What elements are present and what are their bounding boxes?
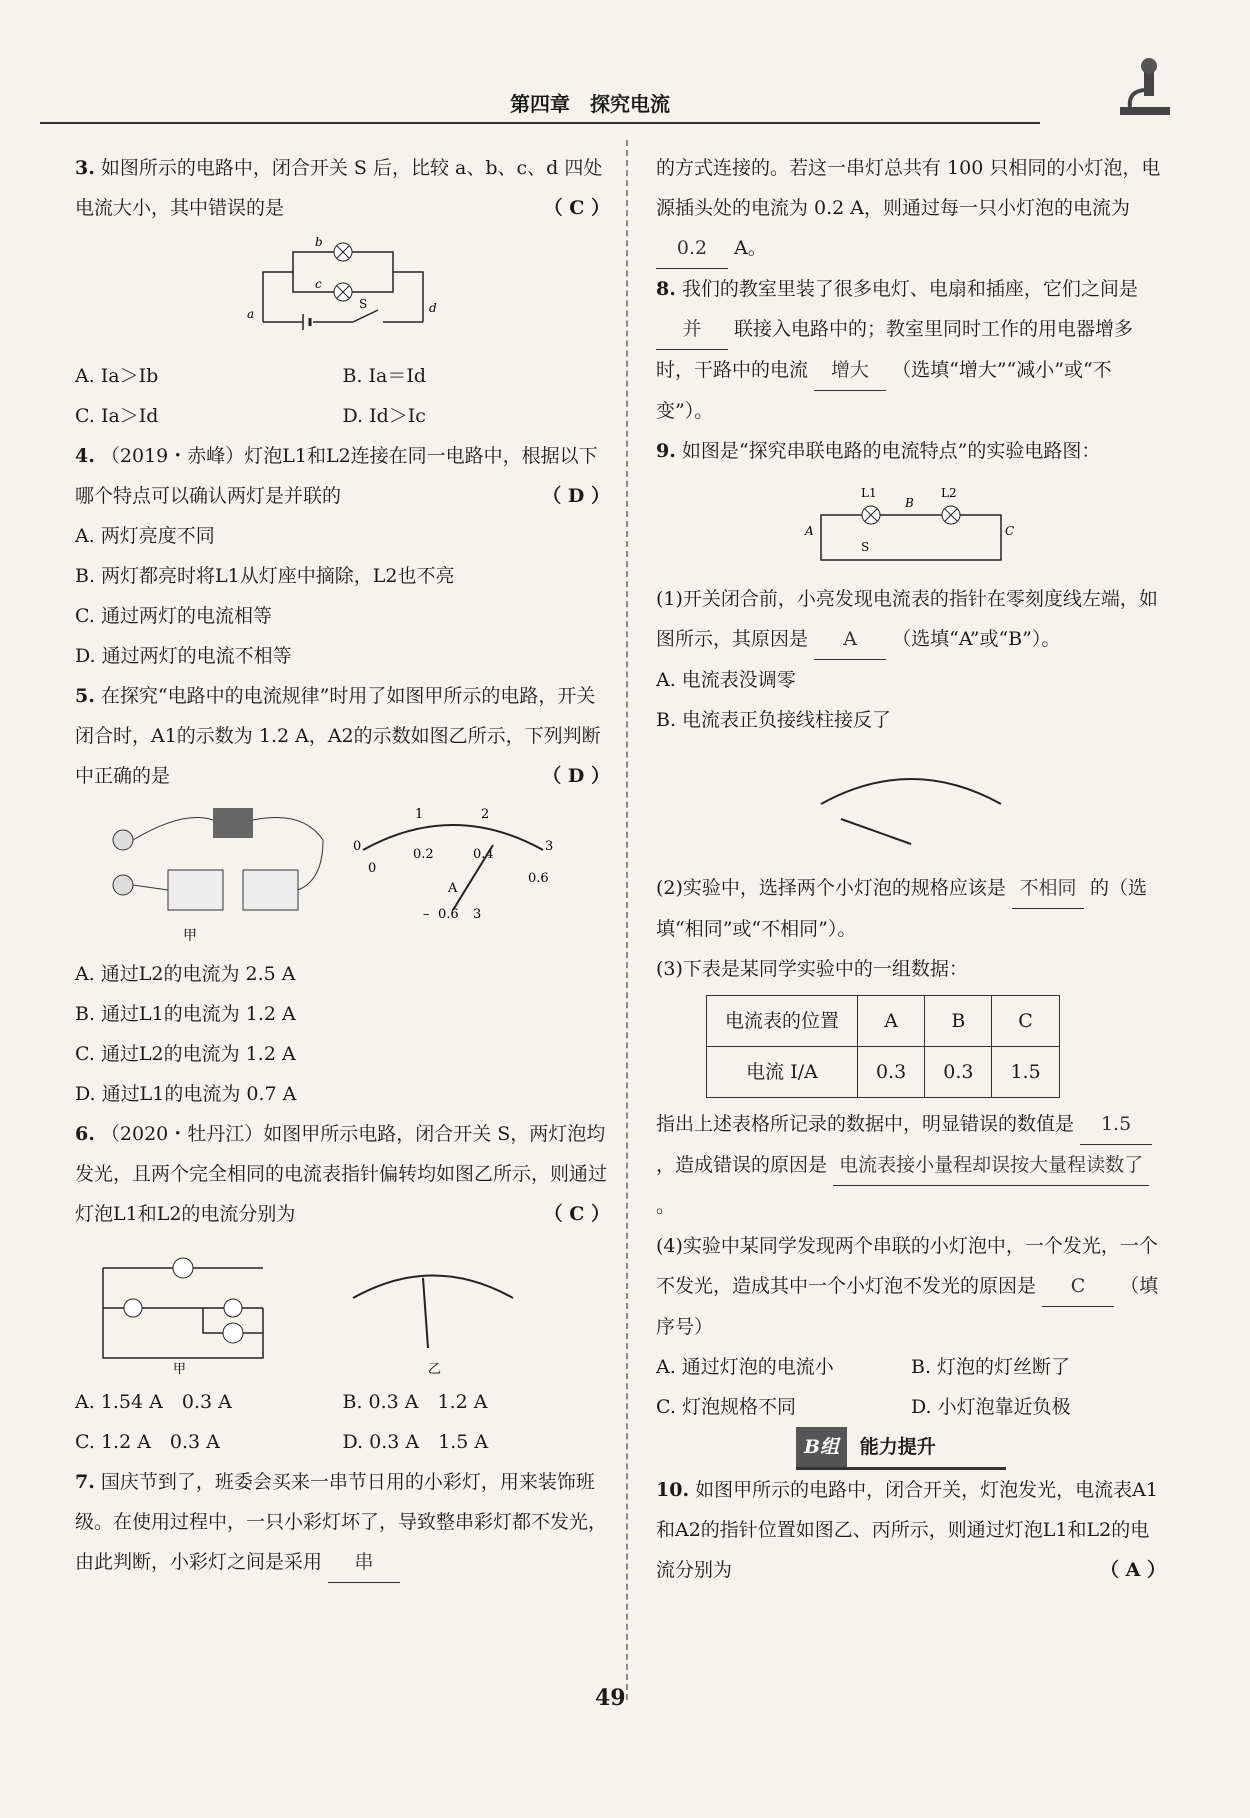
question-stem: 如图甲所示的电路中，闭合开关，灯泡发光，电流表A1和A2的指针位置如图乙、丙所示，则通过灯泡L1和L2的电流分别为 xyxy=(656,1479,1158,1581)
question-stem: 的（选填“相同”或“不相同”）。 xyxy=(656,877,1148,940)
table-cell: A xyxy=(858,996,925,1047)
table-row xyxy=(707,1047,1060,1098)
option-c: C. 灯泡规格不同 xyxy=(656,1396,796,1418)
label-c: C xyxy=(1005,524,1015,538)
meter-unit: A xyxy=(447,881,457,896)
q9-part3b xyxy=(656,1104,1166,1226)
q9-part1 xyxy=(656,579,1166,660)
q6-figure xyxy=(83,1238,603,1378)
q9-part3: (3)下表是某同学实验中的一组数据： xyxy=(656,958,968,980)
answer-blank: C xyxy=(1042,1266,1114,1307)
table-cell: 0.3 xyxy=(858,1047,925,1098)
question-stem: ，造成错误的原因是 xyxy=(656,1154,828,1176)
microscope-logo-icon xyxy=(1100,52,1180,122)
question-stem: (1)开关闭合前，小亮发现电流表的指针在零刻度线左端，如图所示，其原因是 xyxy=(656,588,1158,650)
figure-label: 乙 xyxy=(427,1362,441,1377)
ammeter-dial xyxy=(353,807,553,922)
chapter-title: 第四章 探究电流 xyxy=(510,92,670,116)
question-5 xyxy=(75,676,610,796)
table-cell: B xyxy=(925,996,992,1047)
question-6 xyxy=(75,1114,610,1234)
meter-needle xyxy=(841,819,911,844)
label-d: d xyxy=(428,301,437,315)
q9-part4 xyxy=(656,1226,1166,1347)
terminal-label: 3 xyxy=(472,907,481,922)
label-c: c xyxy=(314,277,322,291)
label-s: S xyxy=(358,297,367,311)
terminal-label: 0.6 xyxy=(437,907,459,922)
question-stem: 国庆节到了，班委会买来一串节日用的小彩灯，用来装饰班级。在使用过程中，一只小彩灯坏了，导致整串彩灯都不发光，由此判断，小彩灯之间是采用 xyxy=(75,1471,608,1573)
answer-blank: 1.5 xyxy=(1080,1104,1152,1145)
label-l2: L2 xyxy=(941,486,957,500)
answer-blank: 不相同 xyxy=(1012,868,1084,909)
option-b: B. 通过L1的电流为 1.2 A xyxy=(75,1003,296,1025)
answer-blank: A xyxy=(814,619,886,660)
question-stem: 如图是“探究串联电路的电流特点”的实验电路图： xyxy=(681,440,1101,462)
group-b-heading xyxy=(796,1427,1006,1470)
option-a: A. 电流表没调零 xyxy=(656,669,796,691)
question-stem: （2020・牡丹江）如图甲所示电路，闭合开关 S，两灯泡均发光，且两个完全相同的电流表指针偏转均如图乙所示，则通过灯泡L1和L2的电流分别为 xyxy=(75,1123,608,1225)
table-cell: 电流 I/A xyxy=(707,1047,858,1098)
left-column xyxy=(75,148,610,1583)
question-number: 4. xyxy=(75,445,95,467)
label-a: A xyxy=(805,524,814,538)
answer-mark: （ A ） xyxy=(1100,1559,1166,1581)
tick-label: 0 xyxy=(367,861,376,876)
question-stem: （选填“增大”“减小”或“不变”）。 xyxy=(656,359,1112,422)
answer-mark: （ C ） xyxy=(543,197,610,219)
question-stem: 。 xyxy=(656,1195,676,1217)
question-stem: （填序号） xyxy=(656,1275,1159,1338)
meter-needle xyxy=(423,1278,428,1348)
tick-label: 2 xyxy=(480,807,489,822)
q9-part4-options xyxy=(656,1347,1166,1387)
option-c: C. Ia＞Id xyxy=(75,405,159,427)
group-badge: B组 xyxy=(796,1427,847,1467)
question-7-continued xyxy=(656,148,1166,269)
answer-blank: 增大 xyxy=(814,350,886,391)
question-4 xyxy=(75,436,610,516)
question-number: 9. xyxy=(656,440,676,462)
page-number: 49 xyxy=(595,1685,626,1711)
q6-options-2 xyxy=(75,1422,610,1462)
question-7 xyxy=(75,1462,610,1583)
option-b: B. Ia＝Id xyxy=(342,365,427,387)
question-number: 10. xyxy=(656,1479,690,1501)
table-cell: 1.5 xyxy=(992,1047,1059,1098)
tick-label: 0 xyxy=(352,839,361,854)
option-c: C. 通过L2的电流为 1.2 A xyxy=(75,1043,296,1065)
option-b: B. 电流表正负接线柱接反了 xyxy=(656,709,892,731)
answer-blank: 串 xyxy=(328,1542,400,1583)
q3-options xyxy=(75,356,610,396)
question-stem: 如图所示的电路中，闭合开关 S 后，比较 a、b、c、d 四处电流大小，其中错误的是 xyxy=(75,157,603,219)
question-number: 6. xyxy=(75,1123,95,1145)
answer-mark: （ D ） xyxy=(542,765,610,787)
option-d: D. 0.3 A 1.5 A xyxy=(342,1431,489,1453)
q5-figure xyxy=(83,800,603,950)
answer-mark: （ C ） xyxy=(543,1203,610,1225)
option-d: D. Id＞Ic xyxy=(342,405,426,427)
q3-options-2 xyxy=(75,396,610,436)
option-c: C. 通过两灯的电流相等 xyxy=(75,605,272,627)
page-header xyxy=(40,80,1040,124)
option-a: A. 两灯亮度不同 xyxy=(75,525,215,547)
option-a: A. 通过灯泡的电流小 xyxy=(656,1356,834,1378)
label-a: a xyxy=(246,307,254,321)
column-divider xyxy=(626,140,628,1700)
question-8 xyxy=(656,269,1166,431)
question-stem: （2019・赤峰）灯泡L1和L2连接在同一电路中，根据以下哪个特点可以确认两灯是并联的 xyxy=(75,445,598,507)
right-column xyxy=(656,148,1166,1590)
table-cell: C xyxy=(992,996,1059,1047)
data-table xyxy=(706,995,1060,1098)
q9-part2 xyxy=(656,868,1166,949)
label-b: b xyxy=(314,235,323,249)
answer-blank: 电流表接小量程却误按大量程读数了 xyxy=(833,1145,1149,1186)
tick-label: 3 xyxy=(544,839,553,854)
circuit-photo xyxy=(113,808,323,944)
question-3 xyxy=(75,148,610,228)
option-c: C. 1.2 A 0.3 A xyxy=(75,1431,220,1453)
q3-circuit-diagram xyxy=(233,232,453,352)
option-d: D. 小灯泡靠近负极 xyxy=(911,1396,1071,1418)
question-stem: 在探究“电路中的电流规律”时用了如图甲所示的电路，开关闭合时，A1的示数为 1.2 A，A2的示数如图乙所示，下列判断中正确的是 xyxy=(75,685,601,787)
table-header-row xyxy=(707,996,1060,1047)
group-title: 能力提升 xyxy=(859,1436,936,1458)
terminal-label: – xyxy=(422,907,429,922)
table-cell: 电流表的位置 xyxy=(707,996,858,1047)
tick-label: 0.6 xyxy=(527,871,549,886)
option-b: B. 两灯都亮时将L1从灯座中摘除，L2也不亮 xyxy=(75,565,455,587)
option-b: B. 灯泡的灯丝断了 xyxy=(911,1356,1071,1378)
answer-mark: （ D ） xyxy=(542,485,610,507)
option-d: D. 通过L1的电流为 0.7 A xyxy=(75,1083,297,1105)
question-number: 3. xyxy=(75,157,95,179)
q9-circuit-diagram xyxy=(801,475,1021,575)
label-b: B xyxy=(905,496,914,510)
question-number: 8. xyxy=(656,278,676,300)
question-stem: （选填“A”或“B”）。 xyxy=(892,628,1061,650)
question-stem: (4)实验中某同学发现两个串联的小灯泡中，一个发光，一个不发光，造成其中一个小灯泡不发光的原因是 xyxy=(656,1235,1158,1297)
figure-label: 甲 xyxy=(172,1362,186,1377)
option-b: B. 0.3 A 1.2 A xyxy=(342,1391,488,1413)
q6-options xyxy=(75,1382,610,1422)
answer-blank: 并 xyxy=(656,309,728,350)
question-number: 7. xyxy=(75,1471,95,1493)
option-a: A. Ia＞Ib xyxy=(75,365,159,387)
question-stem: 联接入电路中的；教室里同时工作的用电器增多时，干路中的电流 xyxy=(656,318,1134,381)
table-cell: 0.3 xyxy=(925,1047,992,1098)
answer-blank: 0.2 xyxy=(656,228,728,269)
question-number: 5. xyxy=(75,685,95,707)
question-stem: 的方式连接的。若这一串灯总共有 100 只相同的小灯泡，电源插头处的电流为 0.2 A，则通过每一只小灯泡的电流为 xyxy=(656,157,1161,219)
question-stem: A。 xyxy=(734,237,767,259)
question-stem: (2)实验中，选择两个小灯泡的规格应该是 xyxy=(656,877,1006,899)
question-9 xyxy=(656,431,1166,471)
option-a: A. 通过L2的电流为 2.5 A xyxy=(75,963,296,985)
tick-label: 0.2 xyxy=(412,847,434,862)
tick-label: 0.4 xyxy=(472,847,494,862)
label-s: S xyxy=(861,540,870,554)
question-stem: 我们的教室里装了很多电灯、电扇和插座，它们之间是 xyxy=(681,278,1138,300)
question-stem: 指出上述表格所记录的数据中，明显错误的数值是 xyxy=(656,1113,1075,1135)
label-l1: L1 xyxy=(861,486,877,500)
figure-label: 甲 xyxy=(182,928,197,944)
q9-ammeter-dial xyxy=(781,744,1041,864)
option-a: A. 1.54 A 0.3 A xyxy=(75,1391,232,1413)
option-d: D. 通过两灯的电流不相等 xyxy=(75,645,292,667)
tick-label: 1 xyxy=(414,807,423,822)
question-10 xyxy=(656,1470,1166,1590)
q9-part4-options-2 xyxy=(656,1387,1166,1427)
